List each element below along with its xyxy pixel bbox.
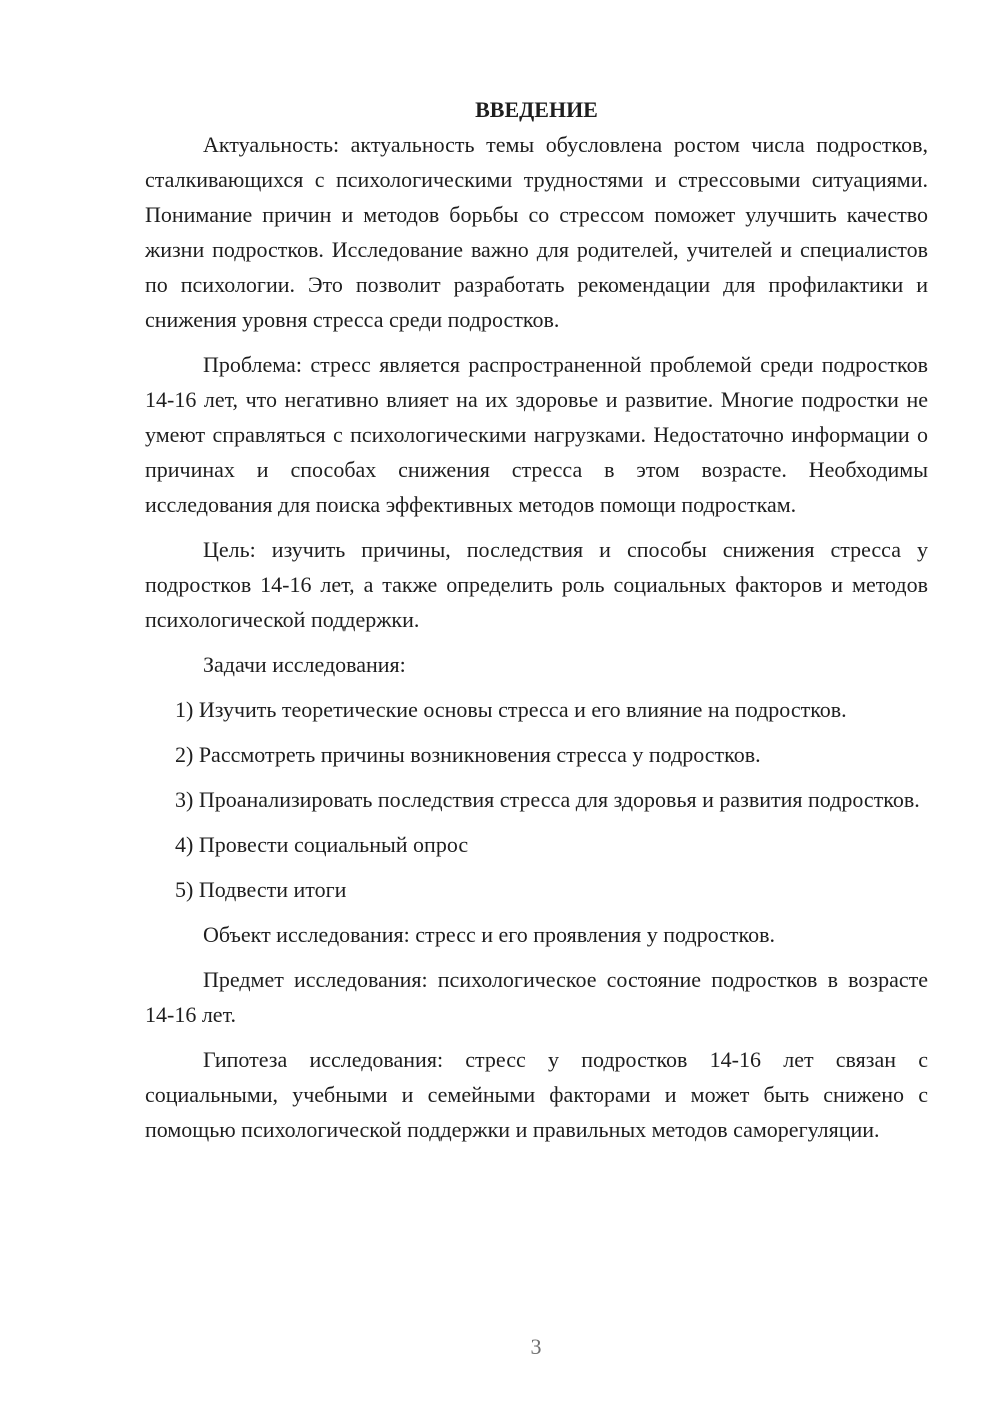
task-item-1: 1) Изучить теоретические основы стресса и его влияние на подростков. [175, 697, 847, 722]
goal-paragraph: Цель: изучить причины, последствия и способы снижения стресса у подростков 14-16 лет, а также определить роль социальных факторов и методов психологической поддержки. [145, 537, 928, 632]
object-paragraph: Объект исследования: стресс и его проявления у подростков. [203, 922, 775, 947]
page-number: 3 [530, 1334, 542, 1359]
problem-paragraph: Проблема: стресс является распространенной проблемой среди подростков 14-16 лет, что негативно влияет на их здоровье и развитие. Многие подростки не умеют справляться с психологическими нагрузками. Недостаточно информации о причинах и способах снижения стресса в этом возрасте. Необходимы исследования для поиска эффективных методов помощи подросткам. [145, 352, 928, 517]
document-page [145, 92, 928, 1157]
task-item-5: 5) Подвести итоги [175, 877, 347, 902]
subject-paragraph: Предмет исследования: психологическое состояние подростков в возрасте 14-16 лет. [145, 967, 928, 1027]
hypothesis-paragraph: Гипотеза исследования: стресс у подростков 14-16 лет связан с социальными, учебными и семейными факторами и может быть снижено с помощью психологической поддержки и правильных методов саморегуляции. [145, 1047, 928, 1142]
task-item-4: 4) Провести социальный опрос [175, 832, 469, 857]
task-item-2: 2) Рассмотреть причины возникновения стресса у подростков. [175, 742, 761, 767]
page-title: ВВЕДЕНИЕ [475, 97, 598, 122]
relevance-paragraph: Актуальность: актуальность темы обусловлена ростом числа подростков, сталкивающихся с психологическими трудностями и стрессовыми ситуациями. Понимание причин и методов борьбы со стрессом поможет улучшить качество жизни подростков. Исследование важно для родителей, учителей и специалистов по психологии. Это позволит разработать рекомендации для профилактики и снижения уровня стресса среди подростков. [145, 132, 928, 332]
tasks-heading: Задачи исследования: [203, 652, 406, 677]
task-item-3: 3) Проанализировать последствия стресса для здоровья и развития подростков. [175, 787, 920, 812]
